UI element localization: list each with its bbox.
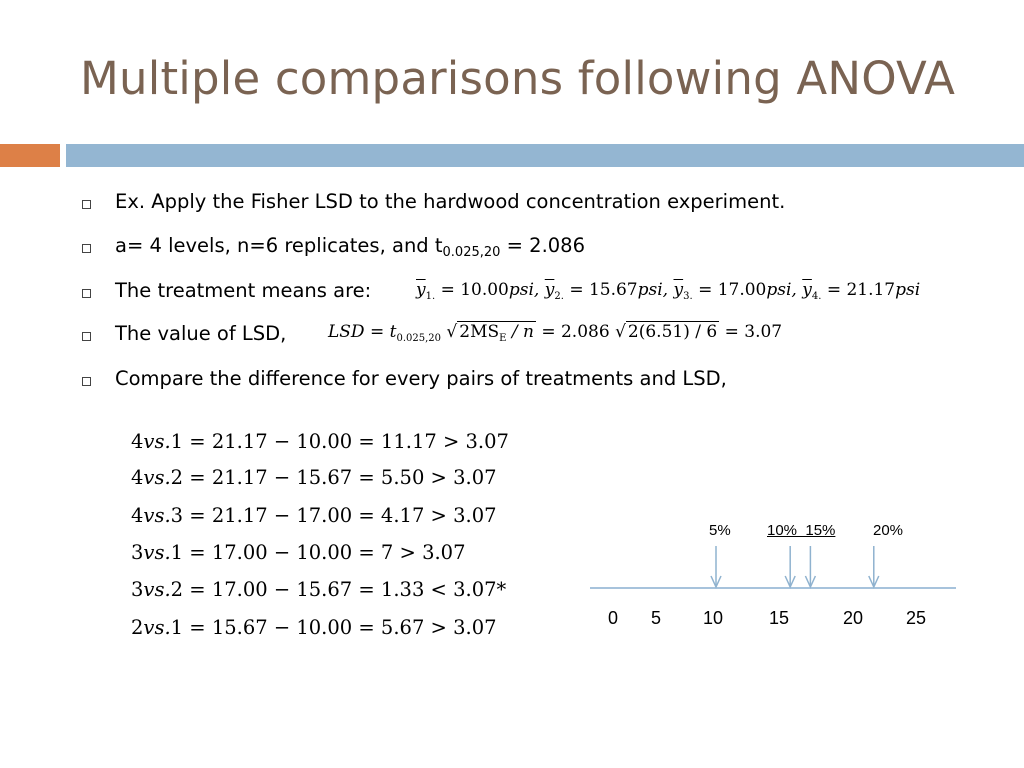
comp-a: 3 [131,578,144,601]
marker-label-20pct: 20% [873,522,904,539]
radicand-1-sub: E [499,333,507,344]
bullet-text-example: Ex. Apply the Fisher LSD to the hardwood concentration experiment. [115,190,786,213]
comp-a: 4 [131,466,144,489]
tick-label-25: 25 [906,608,927,628]
comp-a: 2 [131,616,144,639]
slide-title: Multiple comparisons following ANOVA [80,52,956,105]
bullet-text-compare: Compare the difference for every pairs of treatments and LSD, [115,367,727,390]
comp-expr: = 15.67 − 10.00 = 5.67 > 3.07 [183,616,497,639]
radicand-2: 2(6.51) / 6 [627,322,718,342]
bullet-text-lsd: The value of LSD, [115,322,287,345]
lsd-eq1: = [364,322,390,342]
radicand-1-main: 2MS [459,322,500,342]
mean-sub-y4: 4. [811,291,822,302]
comp-vs: vs. [143,578,171,601]
comp-b: 2 [170,578,184,601]
mean-sub-y3: 3. [683,291,693,302]
lsd-eq3: = 3.07 [719,322,783,342]
comp-expr: = 17.00 − 15.67 = 1.33 < 3.07* [183,578,507,601]
comp-b: 2 [170,466,184,489]
mean-symbol-y3: $\overline{y}$ [673,280,684,300]
comp-a: 4 [131,504,144,527]
mean-unit-y2: psi, [637,280,669,300]
comp-expr: = 17.00 − 10.00 = 7 > 3.07 [183,541,466,564]
comp-vs: vs. [143,430,171,453]
t-subscript: 0.025,20 [442,245,501,260]
comp-b: 1 [170,430,184,453]
mean-value-y2: = 15.67 [569,280,638,300]
t-symbol: t [389,322,397,342]
tick-label-15: 15 [769,608,790,628]
t-sub: 0.025,20 [396,333,442,344]
comp-b: 3 [170,504,184,527]
comp-expr: = 21.17 − 15.67 = 5.50 > 3.07 [183,466,497,489]
comp-expr: = 21.17 − 17.00 = 4.17 > 3.07 [183,504,497,527]
sqrt-sign-2: √ [615,322,626,342]
comp-vs: vs. [143,541,171,564]
mean-unit-y4: psi [895,280,921,300]
mean-symbol-y4: $\overline{y}$ [802,280,812,300]
marker-label-10-15pct: 10% 15% [767,522,836,539]
tick-label-20: 20 [843,608,864,628]
comp-vs: vs. [143,616,171,639]
mean-symbol-y1: $\overline{y}$ [416,280,426,300]
number-line-markers [711,546,879,587]
comp-vs: vs. [143,504,171,527]
tick-label-0: 0 [608,608,619,628]
mean-value-y3: = 17.00 [698,280,767,300]
comp-vs: vs. [143,466,171,489]
mean-unit-y1: psi, [508,280,540,300]
comp-a: 4 [131,430,144,453]
comp-b: 1 [170,541,184,564]
mean-value-y4: = 21.17 [826,280,896,300]
comp-a: 3 [131,541,144,564]
tick-label-5: 5 [651,608,662,628]
bullet-text-means: The treatment means are: [115,279,372,302]
levels-text: a= 4 levels, n=6 replicates, and t [115,234,443,257]
comp-b: 1 [170,616,184,639]
mean-unit-y3: psi, [766,280,797,300]
lsd-eq2: = 2.086 [535,322,610,342]
tick-label-10: 10 [703,608,724,628]
marker-label-5pct: 5% [709,522,731,539]
mean-sub-y2: 2. [554,291,564,302]
lsd-symbol: LSD [328,322,365,342]
t-value: = 2.086 [500,234,585,257]
mean-symbol-y2: $\overline{y}$ [544,280,555,300]
radicand-1-tail: / n [506,322,534,342]
mean-value-y1: = 10.00 [440,280,509,300]
comp-expr: = 21.17 − 10.00 = 11.17 > 3.07 [183,430,509,453]
mean-sub-y1: 1. [425,291,436,302]
sqrt-sign-1: √ [446,322,458,342]
